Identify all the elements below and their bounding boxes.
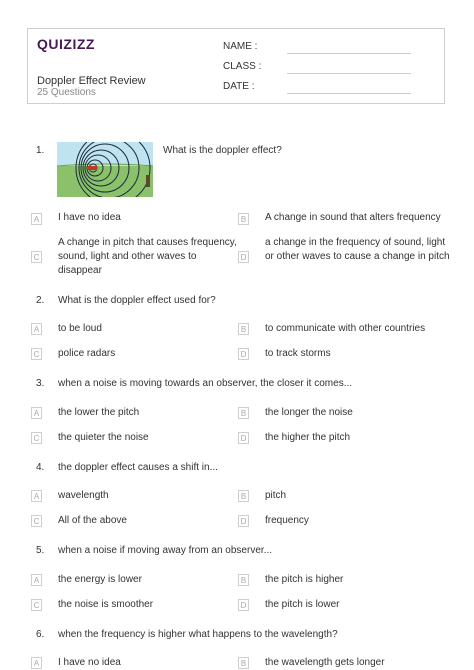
option-letter-b[interactable]: B: [238, 213, 249, 225]
option-letter-a[interactable]: A: [31, 323, 42, 335]
option-text: the energy is lower: [58, 574, 142, 585]
option-letter-b[interactable]: B: [238, 574, 249, 586]
question-text: What is the doppler effect used for?: [58, 295, 216, 306]
question-text: What is the doppler effect?: [163, 145, 282, 156]
option-text: police radars: [58, 348, 116, 359]
option-text: All of the above: [58, 515, 127, 526]
date-label: DATE :: [223, 81, 255, 92]
option-letter-d[interactable]: D: [238, 599, 249, 611]
question-text: when the frequency is higher what happens to the wavelength?: [58, 629, 338, 640]
option-letter-d[interactable]: D: [238, 348, 249, 360]
question-number: 3.: [36, 378, 45, 389]
option-letter-b[interactable]: B: [238, 657, 249, 669]
option-text: the longer the noise: [265, 407, 353, 418]
option-letter-a[interactable]: A: [31, 657, 42, 669]
name-label: NAME :: [223, 41, 258, 52]
question-number: 5.: [36, 545, 45, 556]
question-number: 6.: [36, 629, 45, 640]
option-letter-d[interactable]: D: [238, 515, 249, 527]
option-text: frequency: [265, 515, 309, 526]
option-text: the pitch is lower: [265, 599, 340, 610]
option-letter-b[interactable]: B: [238, 407, 249, 419]
doppler-wave-image: [57, 142, 153, 197]
question-number: 1.: [36, 145, 45, 156]
option-text: A change in sound that alters frequency: [265, 212, 441, 223]
option-text: the wavelength gets longer: [265, 657, 385, 668]
option-letter-b[interactable]: B: [238, 323, 249, 335]
quizizz-logo: QUIZIZZ: [37, 36, 95, 52]
option-text: the higher the pitch: [265, 432, 351, 443]
option-text: to communicate with other countries: [265, 323, 426, 334]
name-line: [287, 53, 411, 54]
option-text: pitch: [265, 490, 287, 501]
option-letter-c[interactable]: C: [31, 515, 42, 527]
option-text: a change in the frequency of sound, light or other waves to cause a change in pitch: [265, 237, 450, 262]
option-text: the pitch is higher: [265, 574, 344, 585]
option-letter-b[interactable]: B: [238, 490, 249, 502]
option-letter-c[interactable]: C: [31, 348, 42, 360]
option-letter-a[interactable]: A: [31, 213, 42, 225]
option-letter-a[interactable]: A: [31, 490, 42, 502]
option-letter-d[interactable]: D: [238, 432, 249, 444]
option-letter-c[interactable]: C: [31, 599, 42, 611]
option-letter-c[interactable]: C: [31, 432, 42, 444]
option-letter-a[interactable]: A: [31, 407, 42, 419]
option-text: wavelength: [58, 490, 109, 501]
option-text: to track storms: [265, 348, 331, 359]
question-text: the doppler effect causes a shift in...: [58, 462, 218, 473]
question-text: when a noise is moving towards an observer, the closer it comes...: [58, 378, 353, 389]
option-text: the lower the pitch: [58, 407, 140, 418]
question-number: 2.: [36, 295, 45, 306]
option-text: the noise is smoother: [58, 599, 154, 610]
question-count: 25 Questions: [37, 87, 96, 98]
option-letter-d[interactable]: D: [238, 251, 249, 263]
question-number: 4.: [36, 462, 45, 473]
option-letter-c[interactable]: C: [31, 251, 42, 263]
option-letter-a[interactable]: A: [31, 574, 42, 586]
date-line: [287, 93, 411, 94]
class-label: CLASS :: [223, 61, 262, 72]
option-text: A change in pitch that causes frequency, sound, light and other waves to disappear: [58, 237, 237, 276]
option-text: the quieter the noise: [58, 432, 149, 443]
option-text: to be loud: [58, 323, 102, 334]
question-text: when a noise if moving away from an observer...: [58, 545, 272, 556]
option-text: I have no idea: [58, 657, 121, 668]
worksheet-title: Doppler Effect Review: [37, 75, 146, 87]
option-text: I have no idea: [58, 212, 121, 223]
class-line: [287, 73, 411, 74]
